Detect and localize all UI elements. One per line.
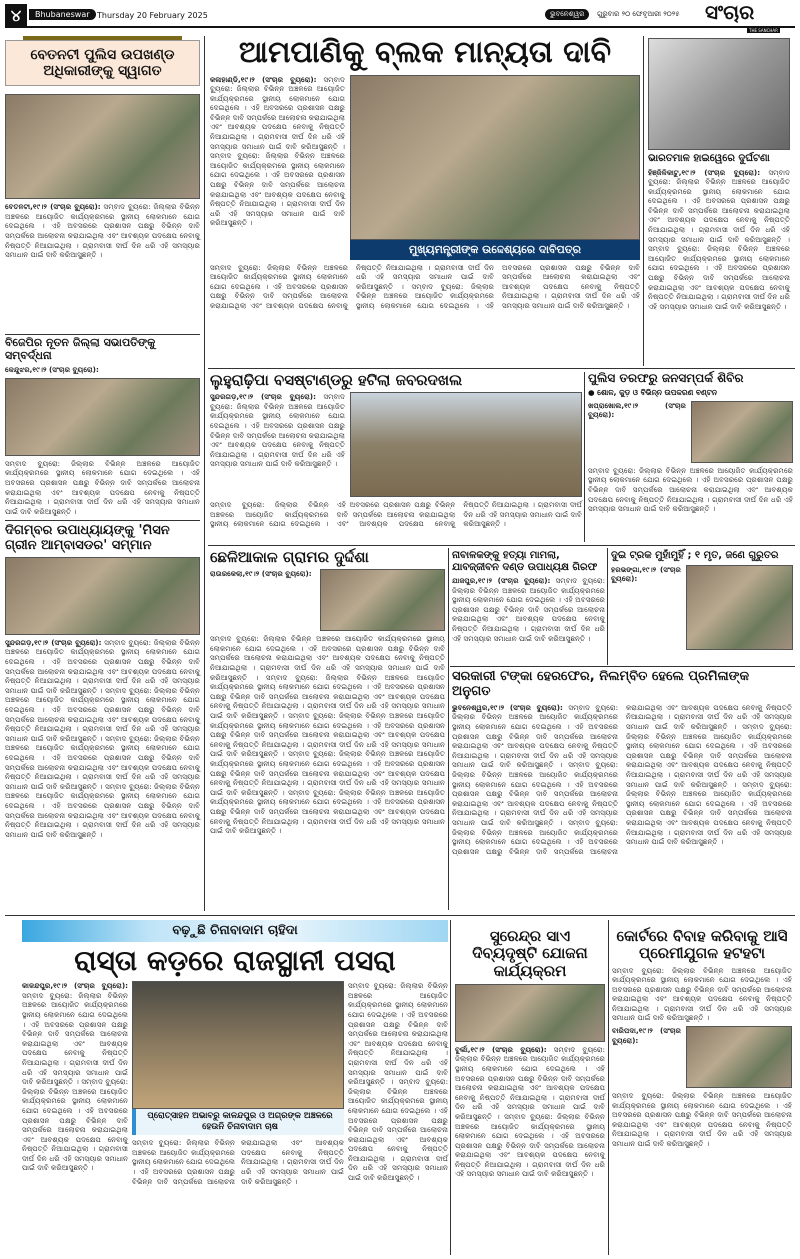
kicker: ବଢ଼ୁଛି ଚିନାବାଦାମ ଚାହିଦା bbox=[172, 923, 298, 938]
date-english: Thursday 20 February 2025 bbox=[97, 11, 208, 20]
masthead-sub: THE SANCHAR bbox=[749, 28, 778, 33]
accident-photo bbox=[648, 38, 790, 150]
court-story bbox=[612, 928, 792, 1149]
headline: ବେତନଟୀ ପୁଲିସ ଉପଖଣ୍ଡ ଅଧିକାରୀଙ୍କୁ ସ୍ୱାଗତ bbox=[5, 40, 200, 86]
column-divider bbox=[448, 548, 449, 910]
headline: ଦୁଇ ଟ୍ରକ ମୁହାଁମୁହିଁ ; ୧ ମୃତ, ଜଣେ ଗୁରୁତର bbox=[611, 550, 779, 561]
body-text: ସମ୍ବାଦ ବ୍ୟୁରୋ: ଜିଲ୍ଲାର ବିଭିନ୍ନ ଅଞ୍ଚଳରେ ଆୟୋଜିତ କାର୍ଯ୍ୟକ୍ରମରେ ସ୍ଥାନୀୟ ଲୋକମାନେ ଯୋଗ ଦେଇଥିଲେ । ଏହି ଅବସରରେ ପ୍ରଶାସନ ପକ୍ଷରୁ ବିଭିନ୍ନ ଦାବି ସମ୍ପର୍କରେ ଆଲୋଚନା କରାଯାଇଥିଲା ଏବଂ ଆବଶ୍ୟକ ପଦକ୍ଷେପ ନେବାକୁ ନିଷ୍ପତ୍ତି ନିଆଯାଇଥିଲା । ଗ୍ରାମବାସୀ ଦୀର୍ଘ ଦିନ ଧରି ଏହି ସମସ୍ୟାର ସମାଧାନ ପାଇଁ ଦାବି କରିଆସୁଛନ୍ତି । bbox=[648, 244, 790, 311]
column-divider bbox=[643, 36, 644, 366]
story-photo bbox=[455, 984, 605, 1042]
peanut-seller-photo bbox=[132, 981, 344, 1109]
bullet: ● ଶୋଳ, କୁଡ଼ ଓ ବିଭିନ୍ନ ଉପକରଣ ବଣ୍ଟନ bbox=[588, 387, 718, 397]
headline: ଲୁହୁରାଢ଼ିପା ବସଷ୍ଟାଣ୍ଡରୁ ହଟିଲା ଜବରଦଖଲ bbox=[210, 371, 463, 389]
headline: ସୁରେନ୍ଦ୍ର ସାଏ ଦିବ୍ୟଦୃଷ୍ଟି ଯୋଜନା କାର୍ଯ୍ୟକ୍ରମ bbox=[472, 927, 588, 980]
body-text: ସମ୍ବାଦ ବ୍ୟୁରୋ: ଜିଲ୍ଲାର ବିଭିନ୍ନ ଅଞ୍ଚଳରେ ଆୟୋଜିତ କାର୍ଯ୍ୟକ୍ରମରେ ସ୍ଥାନୀୟ ଲୋକମାନେ ଯୋଗ ଦେଇଥିଲେ । ଏହି ଅବସରରେ ପ୍ରଶାସନ ପକ୍ଷରୁ ବିଭିନ୍ନ ଦାବି ସମ୍ପର୍କରେ ଆଲୋଚନା କରାଯାଇଥିଲା ଏବଂ ଆବଶ୍ୟକ ପଦକ୍ଷେପ ନେବାକୁ ନିଷ୍ପତ୍ତି ନିଆଯାଇଥିଲା । ଗ୍ରାମବାସୀ ଦୀର୍ଘ ଦିନ ଧରି ଏହି ସମସ୍ୟାର ସମାଧାନ ପାଇଁ ଦାବି କରିଆସୁଛନ୍ତି । bbox=[452, 576, 605, 643]
caption-text: ପ୍ରୋତ୍ସାହନ ଅଭାବରୁ କାଳନ୍ଦପୁର ଓ ଅଗ୍ରଙ୍କ ଅଞ୍ଚଳରେ ହେଉନି ଚିନାବାଦାମ ଚାଷ bbox=[147, 1111, 333, 1133]
row-divider bbox=[208, 368, 795, 369]
story-text bbox=[22, 981, 128, 1173]
story-text bbox=[455, 1045, 605, 1179]
column-divider bbox=[204, 36, 205, 911]
nabalaka-story bbox=[452, 550, 605, 643]
headline: ନାବାଳକଙ୍କୁ ହତ୍ୟା ମାମଲା, ଯାବଜ୍ଜୀବନ ଦଣ୍ଡ ଉପାଧ୍ୟକ୍ଷ ଗିରଫ bbox=[452, 550, 598, 573]
story-photo bbox=[320, 569, 445, 631]
headline: ଛେଳିଆକାଳ ଗ୍ରାମର ଦୁର୍ଦ୍ଦଶା bbox=[210, 548, 369, 566]
body-text: ସମ୍ବାଦ ବ୍ୟୁରୋ: ଜିଲ୍ଲାର ବିଭିନ୍ନ ଅଞ୍ଚଳରେ ଆୟୋଜିତ କାର୍ଯ୍ୟକ୍ରମରେ ସ୍ଥାନୀୟ ଲୋକମାନେ ଯୋଗ ଦେଇଥିଲେ । ଏହି ଅବସରରେ ପ୍ରଶାସନ ପକ୍ଷରୁ ବିଭିନ୍ନ ଦାବି ସମ୍ପର୍କରେ ଆଲୋଚନା କରାଯାଇଥିଲା ଏବଂ ଆବଶ୍ୟକ ପଦକ୍ଷେପ ନେବାକୁ ନିଷ୍ପତ୍ତି ନିଆଯାଇଥିଲା । ଗ୍ରାମବାସୀ ଦୀର୍ଘ ଦିନ ଧରି ଏହି ସମସ୍ୟାର ସମାଧାନ ପାଇଁ ଦାବି କରିଆସୁଛନ୍ତି । bbox=[348, 981, 448, 1087]
edition-badge-odia: ଭୁବନେଶ୍ୱର bbox=[545, 9, 589, 20]
dateline: କେନ୍ଦୁଝର,୧୯।୨ (ସଂଚାର ବ୍ୟୁରୋ): bbox=[5, 365, 99, 375]
main-photo-caption: ମୁଖ୍ୟମନ୍ତ୍ରୀଙ୍କ ଉଦ୍ଦେଶ୍ୟରେ ଦାବିପତ୍ର bbox=[350, 240, 640, 260]
body-text: ସମ୍ବାଦ ବ୍ୟୁରୋ: ଜିଲ୍ଲାର ବିଭିନ୍ନ ଅଞ୍ଚଳରେ ଆୟୋଜିତ କାର୍ଯ୍ୟକ୍ରମରେ ସ୍ଥାନୀୟ ଲୋକମାନେ ଯୋଗ ଦେଇଥିଲେ । ଏହି ଅବସରରେ ପ୍ରଶାସନ ପକ୍ଷରୁ ବିଭିନ୍ନ ଦାବି ସମ୍ପର୍କରେ ଆଲୋଚନା କରାଯାଇଥିଲା ଏବଂ ଆବଶ୍ୟକ ପଦକ୍ଷେପ ନେବାକୁ ନିଷ୍ପତ୍ତି ନିଆଯାଇଥିଲା । ଗ୍ରାମବାସୀ ଦୀର୍ଘ ଦିନ ଧରି ଏହି ସମସ୍ୟାର ସମାଧାନ ପାଇଁ ଦାବି କରିଆସୁଛନ୍ତି । bbox=[210, 74, 345, 151]
body-text: ସମ୍ବାଦ ବ୍ୟୁରୋ: ଜିଲ୍ଲାର ବିଭିନ୍ନ ଅଞ୍ଚଳରେ ଆୟୋଜିତ କାର୍ଯ୍ୟକ୍ରମରେ ସ୍ଥାନୀୟ ଲୋକମାନେ ଯୋଗ ଦେଇଥିଲେ । ଏହି ଅବସରରେ ପ୍ରଶାସନ ପକ୍ଷରୁ ବିଭିନ୍ନ ଦାବି ସମ୍ପର୍କରେ ଆଲୋଚନା କରାଯାଇଥିଲା ଏବଂ ଆବଶ୍ୟକ ପଦକ୍ଷେପ ନେବାକୁ ନିଷ୍ପତ୍ତି ନିଆଯାଇଥିଲା । ଗ୍ରାମବାସୀ ଦୀର୍ଘ ଦିନ ଧରି ଏହି ସମସ୍ୟାର ସମାଧାନ ପାଇଁ ଦାବି କରିଆସୁଛନ୍ତି । bbox=[210, 672, 445, 720]
story-text bbox=[210, 569, 315, 579]
body-text: ସମ୍ବାଦ ବ୍ୟୁରୋ: ଜିଲ୍ଲାର ବିଭିନ୍ନ ଅଞ୍ଚଳରେ ଆୟୋଜିତ କାର୍ଯ୍ୟକ୍ରମରେ ସ୍ଥାନୀୟ ଲୋକମାନେ ଯୋଗ ଦେଇଥିଲେ । ଏହି ଅବସରରେ ପ୍ରଶାସନ ପକ୍ଷରୁ ବିଭିନ୍ନ ଦାବି ସମ୍ପର୍କରେ ଆଲୋଚନା କରାଯାଇଥିଲା ଏବଂ ଆବଶ୍ୟକ ପଦକ୍ଷେପ ନେବାକୁ ନିଷ୍ପତ୍ତି ନିଆଯାଇଥିଲା । ଗ୍ରାମବାସୀ ଦୀର୍ଘ ଦିନ ଧରି ଏହି ସମସ୍ୟାର ସମାଧାନ ପାଇଁ ଦାବି କରିଆସୁଛନ୍ତି । bbox=[210, 262, 494, 310]
right-story-text bbox=[648, 168, 790, 312]
bullet-text: ଶୋଳ, କୁଡ଼ ଓ ବିଭିନ୍ନ ଉପକରଣ ବଣ୍ଟନ bbox=[597, 387, 718, 397]
dateline: ସୁନ୍ଦରଗଡ଼,୧୯।୨ (ସଂଚାର ବ୍ୟୁରୋ): bbox=[5, 637, 102, 647]
body-text: ସମ୍ବାଦ ବ୍ୟୁରୋ: ଜିଲ୍ଲାର ବିଭିନ୍ନ ଅଞ୍ଚଳରେ ଆୟୋଜିତ କାର୍ଯ୍ୟକ୍ରମରେ ସ୍ଥାନୀୟ ଲୋକମାନେ ଯୋଗ ଦେଇଥିଲେ । ଏହି ଅବସରରେ ପ୍ରଶାସନ ପକ୍ଷରୁ ବିଭିନ୍ନ ଦାବି ସମ୍ପର୍କରେ ଆଲୋଚନା କରାଯାଇଥିଲା ଏବଂ ଆବଶ୍ୟକ ପଦକ୍ଷେପ ନେବାକୁ ନିଷ୍ପତ୍ତି ନିଆଯାଇଥିଲା । ଗ୍ରାମବାସୀ ଦୀର୍ଘ ଦିନ ଧରି ଏହି ସମସ୍ୟାର ସମାଧାନ ପାଇଁ ଦାବି କରିଆସୁଛନ୍ତି । bbox=[356, 262, 640, 310]
body-text: ସମ୍ବାଦ ବ୍ୟୁରୋ: ଜିଲ୍ଲାର ବିଭିନ୍ନ ଅଞ୍ଚଳରେ ଆୟୋଜିତ କାର୍ଯ୍ୟକ୍ରମରେ ସ୍ଥାନୀୟ ଲୋକମାନେ ଯୋଗ ଦେଇଥିଲେ । ଏହି ଅବସରରେ ପ୍ରଶାସନ ପକ୍ଷରୁ ବିଭିନ୍ନ ଦାବି ସମ୍ପର୍କରେ ଆଲୋଚନା କରାଯାଇଥିଲା ଏବଂ ଆବଶ୍ୟକ ପଦକ୍ଷେପ ନେବାକୁ ନିଷ୍ପତ୍ତି ନିଆଯାଇଥିଲା । ଗ୍ରାମବାସୀ ଦୀର୍ଘ ଦିନ ଧରି ଏହି ସମସ୍ୟାର ସମାଧାନ ପାଇଁ ଦାବି କରିଆସୁଛନ୍ତି । bbox=[22, 1077, 128, 1173]
kicker-banner bbox=[22, 920, 448, 942]
story-text bbox=[210, 634, 445, 835]
left-story-3 bbox=[5, 524, 200, 839]
story-text bbox=[612, 966, 792, 1024]
story-photo bbox=[5, 94, 200, 199]
body-text: ସମ୍ବାଦ ବ୍ୟୁରୋ: ଜିଲ୍ଲାର ବିଭିନ୍ନ ଅଞ୍ଚଳରେ ଆୟୋଜିତ କାର୍ଯ୍ୟକ୍ରମରେ ସ୍ଥାନୀୟ ଲୋକମାନେ ଯୋଗ ଦେଇଥିଲେ । ଏହି ଅବସରରେ ପ୍ରଶାସନ ପକ୍ଷରୁ ବିଭିନ୍ନ ଦାବି ସମ୍ପର୍କରେ ଆଲୋଚନା କରାଯାଇଥିଲା ଏବଂ ଆବଶ୍ୟକ ପଦକ୍ଷେପ ନେବାକୁ ନିଷ୍ପତ୍ତି ନିଆଯାଇଥିଲା । ଗ୍ରାମବାସୀ ଦୀର୍ଘ ଦିନ ଧରି ଏହି ସମସ୍ୟାର ସମାଧାନ ପାଇଁ ଦାବି କରିଆସୁଛନ୍ତି । bbox=[452, 760, 618, 827]
dateline: ଭୁବନେଶ୍ୱର,୧୯।୨ (ସଂଚାର ବ୍ୟୁରୋ): bbox=[452, 702, 563, 712]
masthead-logo: ସଂଚାର bbox=[705, 0, 755, 24]
main-story bbox=[210, 36, 640, 310]
main-photo bbox=[350, 75, 640, 240]
page-number: ୪ bbox=[5, 4, 27, 28]
body-text: ସମ୍ବାଦ ବ୍ୟୁରୋ: ଜିଲ୍ଲାର ବିଭିନ୍ନ ଅଞ୍ଚଳରେ ଆୟୋଜିତ କାର୍ଯ୍ୟକ୍ରମରେ ସ୍ଥାନୀୟ ଲୋକମାନେ ଯୋଗ ଦେଇଥିଲେ । ଏହି ଅବସରରେ ପ୍ରଶାସନ ପକ୍ଷରୁ ବିଭିନ୍ନ ଦାବି ସମ୍ପର୍କରେ ଆଲୋଚନା କରାଯାଇଥିଲା ଏବଂ ଆବଶ୍ୟକ ପଦକ୍ଷେପ ନେବାକୁ ନିଷ୍ପତ୍ତି ନିଆଯାଇଥିଲା । ଗ୍ରାମବାସୀ ଦୀର୍ଘ ଦିନ ଧରି ଏହି ସମସ୍ୟାର ସମାଧାନ ପାଇଁ ଦାବି କରିଆସୁଛନ୍ତି । bbox=[452, 702, 618, 770]
body-text: ସମ୍ବାଦ ବ୍ୟୁରୋ: ଜିଲ୍ଲାର ବିଭିନ୍ନ ଅଞ୍ଚଳରେ ଆୟୋଜିତ କାର୍ଯ୍ୟକ୍ରମରେ ସ୍ଥାନୀୟ ଲୋକମାନେ ଯୋଗ ଦେଇଥିଲେ । ଏହି ଅବସରରେ ପ୍ରଶାସନ ପକ୍ଷରୁ ବିଭିନ୍ନ ଦାବି ସମ୍ପର୍କରେ ଆଲୋଚନା କରାଯାଇଥିଲା ଏବଂ ଆବଶ୍ୟକ ପଦକ୍ଷେପ ନେବାକୁ ନିଷ୍ପତ୍ତି ନିଆଯାଇଥିଲା । ଗ୍ରାମବାସୀ ଦୀର୍ଘ ଦିନ ଧରି ଏହି ସମସ୍ୟାର ସମାଧାନ ପାଇଁ ଦାବି କରିଆସୁଛନ୍ତି । bbox=[210, 151, 345, 228]
page-header bbox=[5, 0, 795, 33]
body-text: ସମ୍ବାଦ ବ୍ୟୁରୋ: ଜିଲ୍ଲାର ବିଭିନ୍ନ ଅଞ୍ଚଳରେ ଆୟୋଜିତ କାର୍ଯ୍ୟକ୍ରମରେ ସ୍ଥାନୀୟ ଲୋକମାନେ ଯୋଗ ଦେଇଥିଲେ । ଏହି ଅବସରରେ ପ୍ରଶାସନ ପକ୍ଷରୁ ବିଭିନ୍ନ ଦାବି ସମ୍ପର୍କରେ ଆଲୋଚନା କରାଯାଇଥିଲା ଏବଂ ଆବଶ୍ୟକ ପଦକ୍ଷେପ ନେବାକୁ ନିଷ୍ପତ୍ତି ନିଆଯାଇଥିଲା । ଗ୍ରାମବାସୀ ଦୀର୍ଘ ଦିନ ଧରି ଏହି ସମସ୍ୟାର ସମାଧାନ ପାଇଁ ଦାବି କରିଆସୁଛନ୍ତି । bbox=[5, 733, 200, 791]
row-divider bbox=[208, 545, 795, 546]
column-divider bbox=[608, 920, 609, 1255]
china-story bbox=[22, 920, 448, 1186]
story-text bbox=[348, 981, 448, 1182]
story-text bbox=[612, 1026, 681, 1045]
body-text: ସମ୍ବାଦ ବ୍ୟୁରୋ: ଜିଲ୍ଲାର ବିଭିନ୍ନ ଅଞ୍ଚଳରେ ଆୟୋଜିତ କାର୍ଯ୍ୟକ୍ରମରେ ସ୍ଥାନୀୟ ଲୋକମାନେ ଯୋଗ ଦେଇଥିଲେ । ଏହି ଅବସରରେ ପ୍ରଶାସନ ପକ୍ଷରୁ ବିଭିନ୍ନ ଦାବି ସମ୍ପର୍କରେ ଆଲୋଚନା କରାଯାଇଥିଲା ଏବଂ ଆବଶ୍ୟକ ପଦକ୍ଷେପ ନେବାକୁ ନିଷ୍ପତ୍ତି ନିଆଯାଇଥିଲା । ଗ୍ରାମବାସୀ ଦୀର୍ଘ ଦିନ ଧରି ଏହି ସମସ୍ୟାର ସମାଧାନ ପାଇଁ ଦାବି କରିଆସୁଛନ୍ତି । bbox=[5, 202, 200, 260]
story-text bbox=[210, 392, 345, 469]
story-text bbox=[210, 500, 582, 529]
body-text: ସମ୍ବାଦ ବ୍ୟୁରୋ: ଜିଲ୍ଲାର ବିଭିନ୍ନ ଅଞ୍ଚଳରେ ଆୟୋଜିତ କାର୍ଯ୍ୟକ୍ରମରେ ସ୍ଥାନୀୟ ଲୋକମାନେ ଯୋଗ ଦେଇଥିଲେ । ଏହି ଅବସରରେ ପ୍ରଶାସନ ପକ୍ଷରୁ ବିଭିନ୍ନ ଦାବି ସମ୍ପର୍କରେ ଆଲୋଚନା କରାଯାଇଥିଲା ଏବଂ ଆବଶ୍ୟକ ପଦକ୍ଷେପ ନେବାକୁ ନିଷ୍ପତ୍ତି ନିଆଯାଇଥିଲା । ଗ୍ରାମବାସୀ ଦୀର୍ଘ ଦିନ ଧରି ଏହି ସମସ୍ୟାର ସମାଧାନ ପାଇଁ ଦାବି କରିଆସୁଛନ୍ତି । bbox=[612, 1091, 792, 1149]
dateline: ଯାଜପୁର,୧୯।୨ (ସଂଚାର ବ୍ୟୁରୋ): bbox=[452, 576, 551, 585]
chhelia-story bbox=[210, 549, 445, 836]
dateline: ସୁନ୍ଦରଗଡ଼,୧୯।୨ (ସଂଚାର ବ୍ୟୁରୋ): bbox=[210, 392, 316, 402]
body-text: ସମ୍ବାଦ ବ୍ୟୁରୋ: ଜିଲ୍ଲାର ବିଭିନ୍ନ ଅଞ୍ଚଳରେ ଆୟୋଜିତ କାର୍ଯ୍ୟକ୍ରମରେ ସ୍ଥାନୀୟ ଲୋକମାନେ ଯୋଗ ଦେଇଥିଲେ । ଏହି ଅବସରରେ ପ୍ରଶାସନ ପକ୍ଷରୁ ବିଭିନ୍ନ ଦାବି ସମ୍ପର୍କରେ ଆଲୋଚନା କରାଯାଇଥିଲା ଏବଂ ଆବଶ୍ୟକ ପଦକ୍ଷେପ ନେବାକୁ ନିଷ୍ପତ୍ତି ନିଆଯାଇଥିଲା । ଗ୍ରାମବାସୀ ଦୀର୍ଘ ଦିନ ଧରି ଏହି ସମସ୍ୟାର ସମାଧାନ ପାଇଁ ଦାବି କରିଆସୁଛନ୍ତି । bbox=[5, 637, 200, 695]
story-text bbox=[452, 576, 605, 643]
photo-caption bbox=[132, 1109, 344, 1135]
body-text: ସମ୍ବାଦ ବ୍ୟୁରୋ: ଜିଲ୍ଲାର ବିଭିନ୍ନ ଅଞ୍ଚଳରେ ଆୟୋଜିତ କାର୍ଯ୍ୟକ୍ରମରେ ସ୍ଥାନୀୟ ଲୋକମାନେ ଯୋଗ ଦେଇଥିଲେ । ଏହି ଅବସରରେ ପ୍ରଶାସନ ପକ୍ଷରୁ ବିଭିନ୍ନ ଦାବି ସମ୍ପର୍କରେ ଆଲୋଚନା କରାଯାଇଥିଲା ଏବଂ ଆବଶ୍ୟକ ପଦକ୍ଷେପ ନେବାକୁ ନିଷ୍ପତ୍ତି ନିଆଯାଇଥିଲା । ଗ୍ରାମବାସୀ ଦୀର୍ଘ ଦିନ ଧରି ଏହି ସମସ୍ୟାର ସମାଧାନ ପାଇଁ ଦାବି କରିଆସୁଛନ୍ତି । bbox=[626, 722, 792, 789]
dateline: ବାରିପଦା,୧୯।୨ (ସଂଚାର ବ୍ୟୁରୋ): bbox=[612, 1026, 681, 1045]
dateline: ରାଉରକେଲା,୧୯।୨ (ସଂଚାର ବ୍ୟୁରୋ): bbox=[210, 569, 312, 579]
body-text: ସମ୍ବାଦ ବ୍ୟୁରୋ: ଜିଲ୍ଲାର ବିଭିନ୍ନ ଅଞ୍ଚଳରେ ଆୟୋଜିତ କାର୍ଯ୍ୟକ୍ରମରେ ସ୍ଥାନୀୟ ଲୋକମାନେ ଯୋଗ ଦେଇଥିଲେ । ଏହି ଅବସରରେ ପ୍ରଶାସନ ପକ୍ଷରୁ ବିଭିନ୍ନ ଦାବି ସମ୍ପର୍କରେ ଆଲୋଚନା କରାଯାଇଥିଲା ଏବଂ ଆବଶ୍ୟକ ପଦକ୍ଷେପ ନେବାକୁ ନିଷ୍ପତ୍ତି ନିଆଯାଇଥିଲା । ଗ୍ରାମବାସୀ ଦୀର୍ଘ ଦିନ ଧରି ଏହି ସମସ୍ୟାର ସମାଧାନ ପାଇଁ ଦାବି କରିଆସୁଛନ୍ତି । bbox=[5, 685, 200, 743]
right-story bbox=[648, 38, 790, 311]
story-photo bbox=[686, 565, 793, 650]
date-odia: ଗୁରୁବାର ୨୦ ଫେବୃଆରୀ ୨୦୨୫ bbox=[597, 10, 680, 18]
column-divider bbox=[584, 372, 585, 542]
main-story-cols bbox=[210, 263, 640, 311]
dateline: କାଳନ୍ଦପୁର,୧୯।୨ (ସଂଚାର ବ୍ୟୁରୋ): bbox=[22, 981, 128, 991]
body-text: ସମ୍ବାଦ ବ୍ୟୁରୋ: ଜିଲ୍ଲାର ବିଭିନ୍ନ ଅଞ୍ଚଳରେ ଆୟୋଜିତ କାର୍ଯ୍ୟକ୍ରମରେ ସ୍ଥାନୀୟ ଲୋକମାନେ ଯୋଗ ଦେଇଥିଲେ । ଏହି ଅବସରରେ ପ୍ରଶାସନ ପକ୍ଷରୁ ବିଭିନ୍ନ ଦାବି ସମ୍ପର୍କରେ ଆଲୋଚନା କରାଯାଇଥିଲା ଏବଂ ଆବଶ୍ୟକ ପଦକ୍ଷେପ ନେବାକୁ ନିଷ୍ପତ୍ତି ନିଆଯାଇଥିଲା । ଗ୍ରାମବାସୀ ଦୀର୍ଘ ଦିନ ଧରି ଏହି ସମସ୍ୟାର ସମାଧାନ ପାଇଁ ଦାବି କରିଆସୁଛନ୍ତି । bbox=[210, 711, 445, 759]
edition-badge: Bhubaneswar bbox=[29, 9, 96, 20]
body-text: ସମ୍ବାଦ ବ୍ୟୁରୋ: ଜିଲ୍ଲାର ବିଭିନ୍ନ ଅଞ୍ଚଳରେ ଆୟୋଜିତ କାର୍ଯ୍ୟକ୍ରମରେ ସ୍ଥାନୀୟ ଲୋକମାନେ ଯୋଗ ଦେଇଥିଲେ । ଏହି ଅବସରରେ ପ୍ରଶାସନ ପକ୍ଷରୁ ବିଭିନ୍ନ ଦାବି ସମ୍ପର୍କରେ ଆଲୋଚନା କରାଯାଇଥିଲା ଏବଂ ଆବଶ୍ୟକ ପଦକ୍ଷେପ ନେବାକୁ ନିଷ୍ପତ୍ତି ନିଆଯାଇଥିଲା । ଗ୍ରାମବାସୀ ଦୀର୍ଘ ଦିନ ଧରି ଏହି ସମସ୍ୟାର ସମାଧାନ ପାଇଁ ଦାବି କରିଆସୁଛନ୍ତି । bbox=[626, 779, 792, 847]
row-divider bbox=[5, 915, 795, 916]
story-text bbox=[132, 1138, 344, 1186]
body-text: ସମ୍ବାଦ ବ୍ୟୁରୋ: ଜିଲ୍ଲାର ବିଭିନ୍ନ ଅଞ୍ଚଳରେ ଆୟୋଜିତ କାର୍ଯ୍ୟକ୍ରମରେ ସ୍ଥାନୀୟ ଲୋକମାନେ ଯୋଗ ଦେଇଥିଲେ । ଏହି ଅବସରରେ ପ୍ରଶାସନ ପକ୍ଷରୁ ବିଭିନ୍ନ ଦାବି ସମ୍ପର୍କରେ ଆଲୋଚନା କରାଯାଇଥିଲା ଏବଂ ଆବଶ୍ୟକ ପଦକ୍ଷେପ ନେବାକୁ ନିଷ୍ପତ୍ତି ନିଆଯାଇଥିଲା । ଗ୍ରାମବାସୀ ଦୀର୍ଘ ଦିନ ଧରି ଏହି ସମସ୍ୟାର ସମାଧାନ ପାଇଁ ଦାବି କରିଆସୁଛନ୍ତି । bbox=[22, 990, 128, 1087]
story-text bbox=[611, 565, 681, 584]
body-text: ସମ୍ବାଦ ବ୍ୟୁରୋ: ଜିଲ୍ଲାର ବିଭିନ୍ନ ଅଞ୍ଚଳରେ ଆୟୋଜିତ କାର୍ଯ୍ୟକ୍ରମରେ ସ୍ଥାନୀୟ ଲୋକମାନେ ଯୋଗ ଦେଇଥିଲେ । ଏହି ଅବସରରେ ପ୍ରଶାସନ ପକ୍ଷରୁ ବିଭିନ୍ନ ଦାବି ସମ୍ପର୍କରେ ଆଲୋଚନା କରାଯାଇଥିଲା ଏବଂ ଆବଶ୍ୟକ ପଦକ୍ଷେପ ନେବାକୁ ନିଷ୍ପତ୍ତି ନିଆଯାଇଥିଲା । ଗ୍ରାମବାସୀ ଦୀର୍ଘ ଦିନ ଧରି ଏହି ସମସ୍ୟାର ସମାଧାନ ପାଇଁ ଦାବି କରିଆସୁଛନ୍ତି । bbox=[5, 781, 200, 839]
sarakari-story bbox=[452, 670, 792, 856]
headline: ବିଜେପିର ନୂତନ ଜିଲ୍ଲା ସଭାପତିଙ୍କୁ ସମ୍ବର୍ଦ୍ଧନା bbox=[5, 336, 156, 362]
main-headline: ଆମପାଣିକୁ ବ୍ଲକ ମାନ୍ୟତା ଦାବି bbox=[238, 35, 612, 70]
headline: ରାସ୍ତା କଡ଼ରେ ରାଜସ୍ଥାନୀ ପସରା bbox=[74, 944, 396, 977]
headline: ଭାରତମାଳ ହାଇୱେରେ ଦୁର୍ଘଟଣା bbox=[648, 153, 770, 164]
story-photo bbox=[350, 392, 582, 497]
body-text: ସମ୍ବାଦ ବ୍ୟୁରୋ: ଜିଲ୍ଲାର ବିଭିନ୍ନ ଅଞ୍ଚଳରେ ଆୟୋଜିତ କାର୍ଯ୍ୟକ୍ରମରେ ସ୍ଥାନୀୟ ଲୋକମାନେ ଯୋଗ ଦେଇଥିଲେ । ଏହି ଅବସରରେ ପ୍ରଶାସନ ପକ୍ଷରୁ ବିଭିନ୍ନ ଦାବି ସମ୍ପର୍କରେ ଆଲୋଚନା କରାଯାଇଥିଲା ଏବଂ ଆବଶ୍ୟକ ପଦକ୍ଷେପ ନେବାକୁ ନିଷ୍ପତ୍ତି ନିଆଯାଇଥିଲା । ଗ୍ରାମବାସୀ ଦୀର୍ଘ ଦିନ ଧରି ଏହି ସମସ୍ୟାର ସମାଧାନ ପାଇଁ ଦାବି କରିଆସୁଛନ୍ତି । bbox=[210, 634, 445, 682]
headline: କୋର୍ଟରେ ବିବାହ କରିବାକୁ ଆସି ପ୍ରେମୀଯୁଗଳ ହଟହଟା bbox=[616, 927, 788, 963]
body-text: ସମ୍ବାଦ ବ୍ୟୁରୋ: ଜିଲ୍ଲାର ବିଭିନ୍ନ ଅଞ୍ଚଳରେ ଆୟୋଜିତ କାର୍ଯ୍ୟକ୍ରମରେ ସ୍ଥାନୀୟ ଲୋକମାନେ ଯୋଗ ଦେଇଥିଲେ । ଏହି ଅବସରରେ ପ୍ରଶାସନ ପକ୍ଷରୁ ବିଭିନ୍ନ ଦାବି ସମ୍ପର୍କରେ ଆଲୋଚନା କରାଯାଇଥିଲା ଏବଂ ଆବଶ୍ୟକ ପଦକ୍ଷେପ ନେବାକୁ ନିଷ୍ପତ୍ତି ନିଆଯାଇଥିଲା । ଗ୍ରାମବାସୀ ଦୀର୍ଘ ଦିନ ଧରି ଏହି ସମସ୍ୟାର ସମାଧାନ ପାଇଁ ଦାବି କରିଆସୁଛନ୍ତି । bbox=[348, 1077, 449, 1183]
body-text: ସମ୍ବାଦ ବ୍ୟୁରୋ: ଜିଲ୍ଲାର ବିଭିନ୍ନ ଅଞ୍ଚଳରେ ଆୟୋଜିତ କାର୍ଯ୍ୟକ୍ରମରେ ସ୍ଥାନୀୟ ଲୋକମାନେ ଯୋଗ ଦେଇଥିଲେ । ଏହି ଅବସରରେ ପ୍ରଶାସନ ପକ୍ଷରୁ ବିଭିନ୍ନ ଦାବି ସମ୍ପର୍କରେ ଆଲୋଚନା କରାଯାଇଥିଲା ଏବଂ ଆବଶ୍ୟକ ପଦକ୍ଷେପ ନେବାକୁ ନିଷ୍ପତ୍ତି ନିଆଯାଇଥିଲା । ଗ୍ରାମବାସୀ ଦୀର୍ଘ ଦିନ ଧରି ଏହି ସମସ୍ୟାର ସମାଧାନ ପାଇଁ ଦାବି କରିଆସୁଛନ୍ତି । bbox=[648, 167, 790, 244]
body-text: ସମ୍ବାଦ ବ୍ୟୁରୋ: ଜିଲ୍ଲାର ବିଭିନ୍ନ ଅଞ୍ଚଳରେ ଆୟୋଜିତ କାର୍ଯ୍ୟକ୍ରମରେ ସ୍ଥାନୀୟ ଲୋକମାନେ ଯୋଗ ଦେଇଥିଲେ । ଏହି ଅବସରରେ ପ୍ରଶାସନ ପକ୍ଷରୁ ବିଭିନ୍ନ ଦାବି ସମ୍ପର୍କରେ ଆଲୋଚନା କରାଯାଇଥିଲା ଏବଂ ଆବଶ୍ୟକ ପଦକ୍ଷେପ ନେବାକୁ ନିଷ୍ପତ୍ତି ନିଆଯାଇଥିଲା । ଗ୍ରାମବାସୀ ଦୀର୍ଘ ଦିନ ଧରି ଏହି ସମସ୍ୟାର ସମାଧାନ ପାଇଁ ଦାବି କରିଆସୁଛନ୍ତି । bbox=[455, 1111, 605, 1179]
row-divider bbox=[450, 666, 795, 667]
body-text: ସମ୍ବାଦ ବ୍ୟୁରୋ: ଜିଲ୍ଲାର ବିଭିନ୍ନ ଅଞ୍ଚଳରେ ଆୟୋଜିତ କାର୍ଯ୍ୟକ୍ରମରେ ସ୍ଥାନୀୟ ଲୋକମାନେ ଯୋଗ ଦେଇଥିଲେ । ଏହି ଅବସରରେ ପ୍ରଶାସନ ପକ୍ଷରୁ ବିଭିନ୍ନ ଦାବି ସମ୍ପର୍କରେ ଆଲୋଚନା କରାଯାଇଥିଲା ଏବଂ ଆବଶ୍ୟକ ପଦକ୍ଷେପ ନେବାକୁ ନିଷ୍ପତ୍ତି ନିଆଯାଇଥିଲା । ଗ୍ରାମବାସୀ ଦୀର୍ଘ ଦିନ ଧରି ଏହି ସମସ୍ୟାର ସମାଧାନ ପାଇଁ ଦାବି କରିଆସୁଛନ୍ତି । bbox=[210, 749, 445, 797]
body-text: ସମ୍ବାଦ ବ୍ୟୁରୋ: ଜିଲ୍ଲାର ବିଭିନ୍ନ ଅଞ୍ଚଳରେ ଆୟୋଜିତ କାର୍ଯ୍ୟକ୍ରମରେ ସ୍ଥାନୀୟ ଲୋକମାନେ ଯୋଗ ଦେଇଥିଲେ । ଏହି ଅବସରରେ ପ୍ରଶାସନ ପକ୍ଷରୁ ବିଭିନ୍ନ ଦାବି ସମ୍ପର୍କରେ ଆଲୋଚନା କରାଯାଇଥିଲା ଏବଂ ଆବଶ୍ୟକ ପଦକ୍ଷେପ ନେବାକୁ ନିଷ୍ପତ୍ତି ନିଆଯାଇଥିଲା । ଗ୍ରାମବାସୀ ଦୀର୍ଘ ଦିନ ଧରି ଏହି ସମସ୍ୟାର ସମାଧାନ ପାଇଁ ଦାବି କରିଆସୁଛନ୍ତି । bbox=[5, 458, 200, 516]
dateline: ହରଭଙ୍ଗା,୧୯।୨ (ସଂଚାର ବ୍ୟୁରୋ): bbox=[611, 564, 681, 584]
dateline: ବେତନଟୀ,୧୯।୨ (ସଂଚାର ବ୍ୟୁରୋ): bbox=[5, 202, 101, 212]
story-photo bbox=[5, 557, 200, 635]
truck-story bbox=[611, 550, 793, 650]
body-text: ସମ୍ବାଦ ବ୍ୟୁରୋ: ଜିଲ୍ଲାର ବିଭିନ୍ନ ଅଞ୍ଚଳରେ ଆୟୋଜିତ କାର୍ଯ୍ୟକ୍ରମରେ ସ୍ଥାନୀୟ ଲୋକମାନେ ଯୋଗ ଦେଇଥିଲେ । ଏହି ଅବସରରେ ପ୍ରଶାସନ ପକ୍ଷରୁ ବିଭିନ୍ନ ଦାବି ସମ୍ପର୍କରେ ଆଲୋଚନା କରାଯାଇଥିଲା ଏବଂ ଆବଶ୍ୟକ ପଦକ୍ଷେପ ନେବାକୁ ନିଷ୍ପତ୍ତି ନିଆଯାଇଥିଲା । ଗ୍ରାମବାସୀ ଦୀର୍ଘ ଦିନ ଧରି ଏହି ସମସ୍ୟାର ସମାଧାନ ପାଇଁ ଦାବି କରିଆସୁଛନ୍ତି । bbox=[210, 392, 345, 469]
dateline: କଳାହାଣ୍ଡି,୧୯।୨ (ସଂଚାର ବ୍ୟୁରୋ): bbox=[210, 74, 317, 84]
story-photo bbox=[686, 1026, 792, 1088]
headline: ପୁଲିସ ତରଫରୁ ଜନସମ୍ପର୍କ ଶିବିର bbox=[588, 371, 744, 385]
left-story-1 bbox=[5, 36, 200, 260]
left-story-2 bbox=[5, 337, 200, 516]
body-text: ସମ୍ବାଦ ବ୍ୟୁରୋ: ଜିଲ୍ଲାର ବିଭିନ୍ନ ଅଞ୍ଚଳରେ ଆୟୋଜିତ କାର୍ଯ୍ୟକ୍ରମରେ ସ୍ଥାନୀୟ ଲୋକମାନେ ଯୋଗ ଦେଇଥିଲେ । ଏହି ଅବସରରେ ପ୍ରଶାସନ ପକ୍ଷରୁ ବିଭିନ୍ନ ଦାବି ସମ୍ପର୍କରେ ଆଲୋଚନା କରାଯାଇଥିଲା ଏବଂ ଆବଶ୍ୟକ ପଦକ୍ଷେପ ନେବାକୁ ନିଷ୍ପତ୍ତି ନିଆଯାଇଥିଲା । ଗ୍ରାମବାସୀ ଦୀର୍ଘ ଦିନ ଧରି ଏହି ସମସ୍ୟାର ସମାଧାନ ପାଇଁ ଦାବି କରିଆସୁଛନ୍ତି । bbox=[588, 465, 793, 514]
headline: ଦିଗମ୍ବର ଉପାଧ୍ୟାୟଙ୍କୁ 'ମିସନ ଗ୍ରୀନ ଆମ୍ବାସଡର' ସମ୍ମାନ bbox=[5, 523, 170, 553]
police-story bbox=[588, 372, 793, 514]
dateline: ବୁର୍ଲା,୧୯।୨ (ସଂଚାର ବ୍ୟୁରୋ): bbox=[455, 1044, 547, 1054]
surendra-story bbox=[455, 928, 605, 1179]
dateline: ଖପ୍ରାଖୋଲ,୧୯।୨ (ସଂଚାର ବ୍ୟୁରୋ): bbox=[588, 400, 686, 420]
story-text bbox=[588, 466, 793, 514]
body-text: ସମ୍ବାଦ ବ୍ୟୁରୋ: ଜିଲ୍ଲାର ବିଭିନ୍ନ ଅଞ୍ଚଳରେ ଆୟୋଜିତ କାର୍ଯ୍ୟକ୍ରମରେ ସ୍ଥାନୀୟ ଲୋକମାନେ ଯୋଗ ଦେଇଥିଲେ । ଏହି ଅବସରରେ ପ୍ରଶାସନ ପକ୍ଷରୁ ବିଭିନ୍ନ ଦାବି ସମ୍ପର୍କରେ ଆଲୋଚନା କରାଯାଇଥିଲା ଏବଂ ଆବଶ୍ୟକ ପଦକ୍ଷେପ ନେବାକୁ ନିଷ୍ପତ୍ତି ନିଆଯାଇଥିଲା । ଗ୍ରାମବାସୀ ଦୀର୍ଘ ଦିନ ଧରି ଏହି ସମସ୍ୟାର ସମାଧାନ ପାଇଁ ଦାବି କରିଆସୁଛନ୍ତି । bbox=[452, 702, 792, 856]
main-story-col1 bbox=[210, 75, 345, 229]
headline: ସରକାରୀ ଟଙ୍କା ହେରଫେର, ନିଲମ୍ବିତ ହେଲେ ପ୍ରମିଳାଙ୍କ ଅନୁଗତ bbox=[452, 669, 750, 699]
story-photo bbox=[691, 401, 793, 463]
row-divider bbox=[5, 520, 200, 521]
body-text: ସମ୍ବାଦ ବ୍ୟୁରୋ: ଜିଲ୍ଲାର ବିଭିନ୍ନ ଅଞ୍ଚଳରେ ଆୟୋଜିତ କାର୍ଯ୍ୟକ୍ରମରେ ସ୍ଥାନୀୟ ଲୋକମାନେ ଯୋଗ ଦେଇଥିଲେ । ଏହି ଅବସରରେ ପ୍ରଶାସନ ପକ୍ଷରୁ ବିଭିନ୍ନ ଦାବି ସମ୍ପର୍କରେ ଆଲୋଚନା କରାଯାଇଥିଲା ଏବଂ ଆବଶ୍ୟକ ପଦକ୍ଷେପ ନେବାକୁ ନିଷ୍ପତ୍ତି ନିଆଯାଇଥିଲା । ଗ୍ରାମବାସୀ ଦୀର୍ଘ ଦିନ ଧରି ଏହି ସମସ୍ୟାର ସମାଧାନ ପାଇଁ ଦାବି କରିଆସୁଛନ୍ତି । bbox=[612, 965, 792, 1023]
story-text bbox=[452, 703, 792, 857]
column-divider bbox=[450, 920, 451, 1255]
body-text: ସମ୍ବାଦ ବ୍ୟୁରୋ: ଜିଲ୍ଲାର ବିଭିନ୍ନ ଅଞ୍ଚଳରେ ଆୟୋଜିତ କାର୍ଯ୍ୟକ୍ରମରେ ସ୍ଥାନୀୟ ଲୋକମାନେ ଯୋଗ ଦେଇଥିଲେ । ଏହି ଅବସରରେ ପ୍ରଶାସନ ପକ୍ଷରୁ ବିଭିନ୍ନ ଦାବି ସମ୍ପର୍କରେ ଆଲୋଚନା କରାଯାଇଥିଲା ଏବଂ ଆବଶ୍ୟକ ପଦକ୍ଷେପ ନେବାକୁ ନିଷ୍ପତ୍ତି ନିଆଯାଇଥିଲା । ଗ୍ରାମବାସୀ ଦୀର୍ଘ ଦିନ ଧରି ଏହି ସମସ୍ୟାର ସମାଧାନ ପାଇଁ ଦାବି କରିଆସୁଛନ୍ତି । bbox=[455, 1044, 605, 1121]
body-text: ସମ୍ବାଦ ବ୍ୟୁରୋ: ଜିଲ୍ଲାର ବିଭିନ୍ନ ଅଞ୍ଚଳରେ ଆୟୋଜିତ କାର୍ଯ୍ୟକ୍ରମରେ ସ୍ଥାନୀୟ ଲୋକମାନେ ଯୋଗ ଦେଇଥିଲେ । ଏହି ଅବସରରେ ପ୍ରଶାସନ ପକ୍ଷରୁ ବିଭିନ୍ନ ଦାବି ସମ୍ପର୍କରେ ଆଲୋଚନା କରାଯାଇଥିଲା ଏବଂ ଆବଶ୍ୟକ ପଦକ୍ଷେପ ନେବାକୁ ନିଷ୍ପତ୍ତି ନିଆଯାଇଥିଲା । ଗ୍ରାମବାସୀ ଦୀର୍ଘ ଦିନ ଧରି ଏହି ସମସ୍ୟାର ସମାଧାନ ପାଇଁ ଦାବି କରିଆସୁଛନ୍ତି । bbox=[132, 1138, 344, 1186]
story-text bbox=[612, 1091, 792, 1149]
body-text: ସମ୍ବାଦ ବ୍ୟୁରୋ: ଜିଲ୍ଲାର ବିଭିନ୍ନ ଅଞ୍ଚଳରେ ଆୟୋଜିତ କାର୍ଯ୍ୟକ୍ରମରେ ସ୍ଥାନୀୟ ଲୋକମାନେ ଯୋଗ ଦେଇଥିଲେ । ଏହି ଅବସରରେ ପ୍ରଶାସନ ପକ୍ଷରୁ ବିଭିନ୍ନ ଦାବି ସମ୍ପର୍କରେ ଆଲୋଚନା କରାଯାଇଥିଲା ଏବଂ ଆବଶ୍ୟକ ପଦକ୍ଷେପ ନେବାକୁ ନିଷ୍ପତ୍ତି ନିଆଯାଇଥିଲା । ଗ୍ରାମବାସୀ ଦୀର୍ଘ ଦିନ ଧରି ଏହି ସମସ୍ୟାର ସମାଧାନ ପାଇଁ ଦାବି କରିଆସୁଛନ୍ତି । bbox=[210, 787, 445, 836]
column-divider bbox=[607, 548, 608, 665]
luhura-story bbox=[210, 372, 582, 529]
dateline: ହିଞ୍ଜିଳିକାଟୁ,୧୯।୨ (ସଂଚାର ବ୍ୟୁରୋ): bbox=[648, 167, 761, 177]
story-photo bbox=[5, 378, 200, 456]
body-text: ସମ୍ବାଦ ବ୍ୟୁରୋ: ଜିଲ୍ଲାର ବିଭିନ୍ନ ଅଞ୍ଚଳରେ ଆୟୋଜିତ କାର୍ଯ୍ୟକ୍ରମରେ ସ୍ଥାନୀୟ ଲୋକମାନେ ଯୋଗ ଦେଇଥିଲେ । ଏହି ଅବସରରେ ପ୍ରଶାସନ ପକ୍ଷରୁ ବିଭିନ୍ନ ଦାବି ସମ୍ପର୍କରେ ଆଲୋଚନା କରାଯାଇଥିଲା ଏବଂ ଆବଶ୍ୟକ ପଦକ୍ଷେପ ନେବାକୁ ନିଷ୍ପତ୍ତି ନିଆଯାଇଥିଲା । ଗ୍ରାମବାସୀ ଦୀର୍ଘ ଦିନ ଧରି ଏହି ସମସ୍ୟାର ସମାଧାନ ପାଇଁ ଦାବି କରିଆସୁଛନ୍ତି । bbox=[210, 500, 582, 529]
story-text bbox=[588, 401, 686, 420]
row-divider bbox=[5, 334, 200, 335]
